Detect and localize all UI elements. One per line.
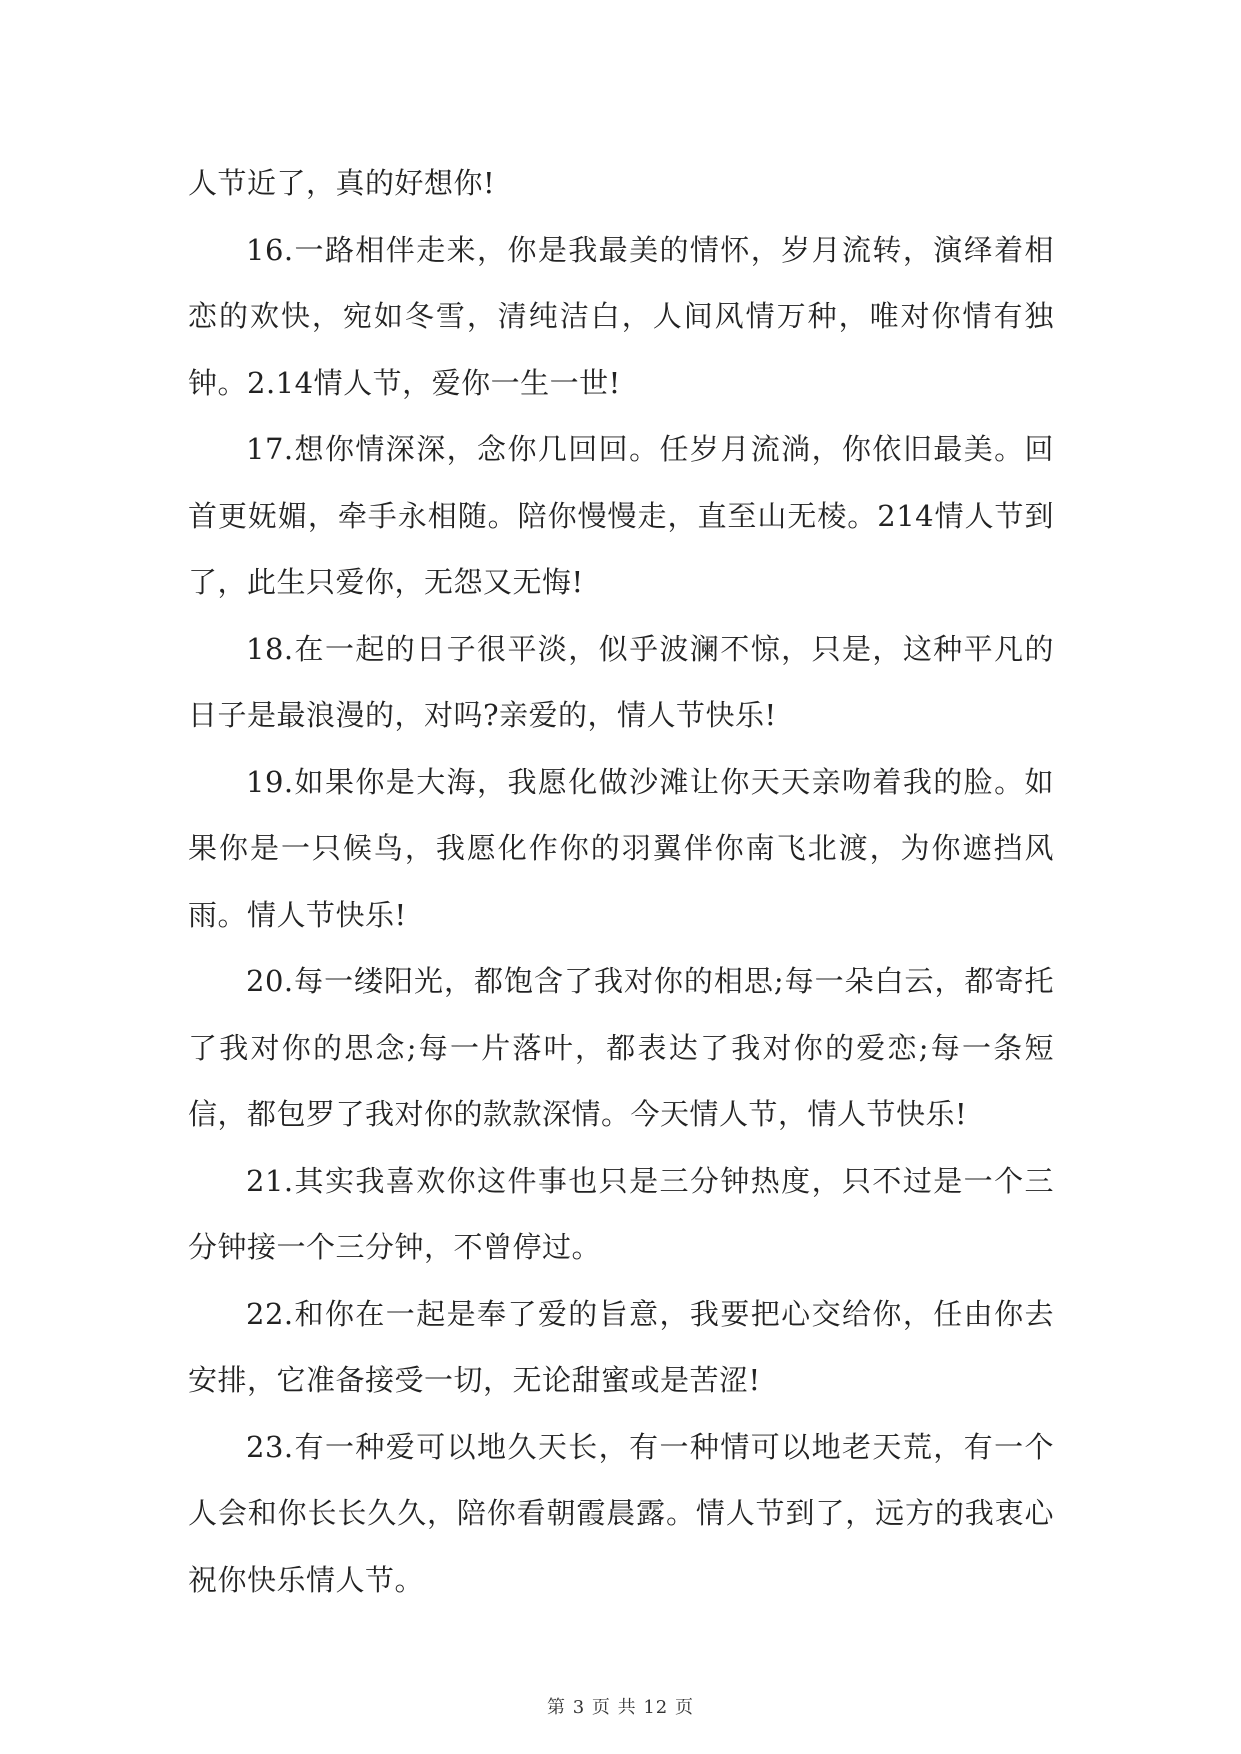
paragraph-21: 21.其实我喜欢你这件事也只是三分钟热度，只不过是一个三分钟接一个三分钟，不曾停过。 [188,1163,1054,1264]
paragraph-continued: 人节近了，真的好想你! [188,166,496,200]
paragraph-22: 22.和你在一起是奉了爱的旨意，我要把心交给你，任由你去安排，它准备接受一切，无论甜蜜或是苦涩! [188,1296,1054,1397]
paragraph-23: 23.有一种爱可以地久天长，有一种情可以地老天荒，有一个人会和你长长久久，陪你看朝霞晨露。情人节到了，远方的我衷心祝你快乐情人节。 [188,1429,1054,1597]
paragraph-16: 16.一路相伴走来，你是我最美的情怀，岁月流转，演绎着相恋的欢快，宛如冬雪，清纯洁白，人间风情万种，唯对你情有独钟。2.14情人节，爱你一生一世! [188,232,1054,400]
paragraph-20: 20.每一缕阳光，都饱含了我对你的相思;每一朵白云，都寄托了我对你的思念;每一片落叶，都表达了我对你的爱恋;每一条短信，都包罗了我对你的款款深情。今天情人节，情人节快乐! [188,964,1054,1131]
paragraph-18: 18.在一起的日子很平淡，似乎波澜不惊，只是，这种平凡的日子是最浪漫的，对吗?亲爱的，情人节快乐! [188,631,1054,732]
paragraph-19: 19.如果你是大海，我愿化做沙滩让你天天亲吻着我的脸。如果你是一只候鸟，我愿化作你的羽翼伴你南飞北渡，为你遮挡风雨。情人节快乐! [188,764,1054,932]
document-body [188,150,1054,1613]
paragraph-17: 17.想你情深深，念你几回回。任岁月流淌，你依旧最美。回首更妩媚，牵手永相随。陪你慢慢走，直至山无棱。214情人节到了，此生只爱你，无怨又无悔! [188,432,1054,599]
page-number-footer: 第 3 页 共 12 页 [547,1697,694,1718]
